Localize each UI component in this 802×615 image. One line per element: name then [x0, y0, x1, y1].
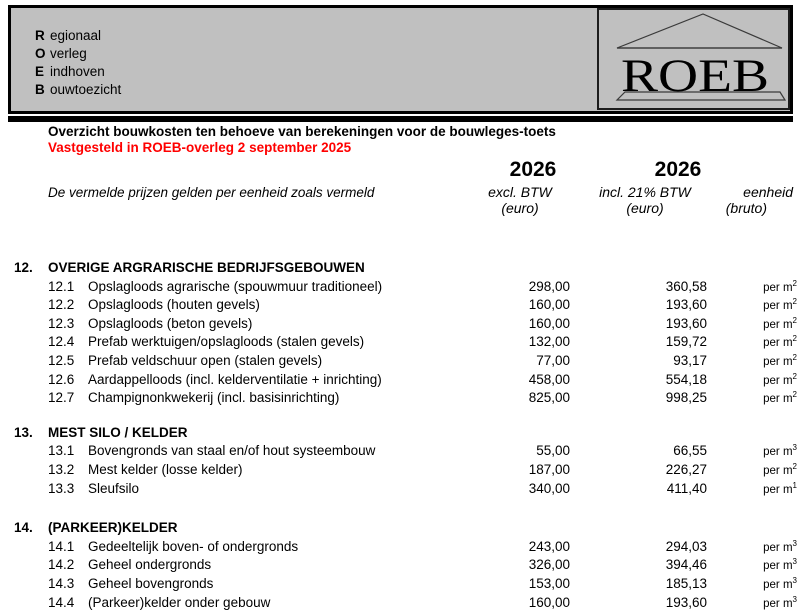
table-section — [0, 519, 802, 612]
price-excl-btw: 160,00 — [528, 315, 570, 331]
item-row — [0, 442, 802, 461]
section-title: MEST SILO / KELDER — [48, 424, 188, 440]
item-number: 14.2 — [48, 557, 75, 573]
unit-exponent: 2 — [792, 462, 797, 472]
item-description: Aardappelloods (incl. kelderventilatie + inrichting) — [88, 371, 382, 387]
item-row — [0, 352, 802, 371]
price-incl-btw: 193,60 — [665, 594, 707, 610]
unit-exponent: 2 — [792, 297, 797, 307]
item-description: Champignonkwekerij (incl. basisinrichting) — [88, 390, 340, 406]
unit-exponent: 3 — [792, 576, 797, 586]
item-description: Geheel bovengronds — [88, 575, 214, 591]
item-row — [0, 556, 802, 575]
item-number: 12.3 — [48, 315, 75, 331]
unit-cell: per $m^1$ — [763, 480, 797, 496]
price-incl-btw: 411,40 — [666, 480, 707, 496]
unit-cell: per $m^2$ — [763, 353, 797, 368]
col-header-incl-btw: incl. 21% BTW — [599, 184, 691, 200]
section-number: 13. — [14, 424, 33, 440]
price-incl-btw: 159,72 — [665, 334, 707, 350]
unit-cell: per $m^3$ — [763, 594, 797, 610]
item-row — [0, 315, 802, 334]
acronym-rest: indhoven — [50, 64, 105, 79]
item-row — [0, 389, 802, 408]
unit-exponent: 2 — [792, 371, 797, 381]
price-incl-btw: 93,17 — [673, 352, 707, 368]
item-number: 12.1 — [48, 278, 75, 294]
item-description: Prefab veldschuur open (stalen gevels) — [88, 352, 323, 368]
price-incl-btw: 66,55 — [673, 443, 707, 459]
item-number: 12.2 — [48, 297, 75, 313]
price-incl-btw: 193,60 — [665, 315, 707, 331]
unit-cell: per $m^2$ — [763, 371, 797, 387]
unit-cell: per $m^3$ — [763, 538, 797, 554]
item-row — [0, 594, 802, 613]
acronym-rest: egionaal — [50, 28, 102, 43]
logo-text: ROEB — [621, 50, 769, 102]
item-row — [0, 296, 802, 315]
price-incl-btw: 554,18 — [665, 371, 707, 387]
section-title: (PARKEER)KELDER — [48, 520, 178, 536]
item-row — [0, 538, 802, 557]
item-number: 12.5 — [48, 352, 75, 368]
price-table — [0, 259, 802, 612]
col-header-euro-2: (euro) — [626, 200, 664, 216]
section-header-row — [0, 519, 802, 538]
unit-exponent: 2 — [792, 278, 797, 288]
price-excl-btw: 243,00 — [528, 538, 570, 554]
price-note: De vermelde prijzen gelden per eenheid zoals vermeld — [48, 185, 375, 200]
price-excl-btw: 160,00 — [528, 297, 570, 313]
unit-exponent: 2 — [792, 353, 797, 363]
price-excl-btw: 77,00 — [536, 352, 570, 368]
item-number: 14.4 — [48, 594, 75, 610]
item-number: 12.4 — [48, 334, 75, 350]
item-description: Geheel ondergronds — [88, 557, 212, 573]
acronym-block — [35, 27, 121, 99]
price-incl-btw: 394,46 — [665, 557, 707, 573]
item-description: (Parkeer)kelder onder gebouw — [88, 594, 271, 610]
item-row — [0, 461, 802, 480]
price-excl-btw: 187,00 — [528, 461, 570, 477]
roeb-logo — [597, 8, 790, 110]
section-header-row — [0, 259, 802, 278]
price-incl-btw: 226,27 — [665, 461, 707, 477]
item-description: Bovengronds van staal en/of hout systeembouw — [88, 443, 376, 459]
price-excl-btw: 55,00 — [536, 443, 570, 459]
item-number: 14.1 — [48, 538, 75, 554]
unit-exponent: 2 — [792, 315, 797, 325]
col-header-excl-btw: excl. BTW — [488, 184, 552, 200]
item-number: 13.1 — [48, 443, 75, 459]
item-description: Opslagloods (houten gevels) — [88, 297, 260, 313]
item-number: 12.6 — [48, 371, 75, 387]
unit-cell: per $m^2$ — [763, 462, 797, 477]
acronym-letter: B — [35, 82, 45, 97]
unit-exponent: 2 — [792, 390, 797, 400]
header-box — [8, 5, 793, 114]
item-row — [0, 575, 802, 594]
price-incl-btw: 360,58 — [665, 278, 707, 294]
price-excl-btw: 326,00 — [528, 557, 570, 573]
page-subtitle: Vastgesteld in ROEB-overleg 2 september 2025 — [48, 140, 352, 155]
unit-cell: per $m^2$ — [763, 278, 797, 294]
price-excl-btw: 160,00 — [528, 594, 570, 610]
item-row — [0, 480, 802, 499]
item-number: 14.3 — [48, 575, 75, 591]
unit-exponent: 3 — [792, 443, 797, 453]
section-number: 12. — [14, 260, 33, 275]
price-incl-btw: 998,25 — [665, 390, 707, 406]
unit-cell: per $m^3$ — [763, 443, 797, 459]
unit-cell: per $m^2$ — [763, 297, 797, 313]
item-description: Sleufsilo — [88, 480, 140, 496]
unit-exponent: 3 — [792, 594, 797, 604]
acronym-rest: verleg — [50, 46, 87, 61]
unit-cell: per $m^3$ — [763, 557, 797, 573]
col-header-euro-1: (euro) — [501, 200, 539, 216]
price-excl-btw: 825,00 — [528, 390, 570, 406]
item-row — [0, 278, 802, 297]
acronym-line-regionaal — [35, 27, 121, 45]
price-incl-btw: 193,60 — [665, 297, 707, 313]
item-row — [0, 371, 802, 390]
year-header-excl: 2026 — [509, 158, 557, 181]
acronym-rest: ouwtoezicht — [50, 82, 122, 97]
roeb-logo-graphic — [599, 10, 788, 108]
header-divider-rule — [8, 116, 793, 122]
item-row — [0, 333, 802, 352]
table-section — [0, 259, 802, 408]
item-description: Prefab werktuigen/opslagloods (stalen gevels) — [88, 334, 365, 350]
item-number: 12.7 — [48, 390, 75, 406]
price-excl-btw: 340,00 — [528, 480, 570, 496]
price-excl-btw: 298,00 — [528, 278, 570, 294]
unit-exponent: 3 — [792, 538, 797, 548]
item-number: 13.3 — [48, 480, 75, 496]
unit-cell: per $m^2$ — [763, 315, 797, 331]
item-description: Opslagloods (beton gevels) — [88, 315, 253, 331]
pediment-triangle-icon — [617, 14, 782, 48]
item-number: 13.2 — [48, 461, 75, 477]
section-number: 14. — [14, 520, 33, 536]
price-incl-btw: 294,03 — [665, 538, 707, 554]
unit-exponent: 1 — [792, 480, 797, 490]
unit-exponent: 2 — [792, 334, 797, 344]
acronym-line-overleg — [35, 45, 121, 63]
year-header-incl: 2026 — [654, 158, 702, 181]
col-header-eenheid: eenheid — [743, 184, 793, 200]
unit-cell: per $m^2$ — [763, 334, 797, 350]
acronym-line-bouwtoezicht — [35, 81, 121, 99]
table-section — [0, 424, 802, 498]
unit-cell: per $m^2$ — [763, 390, 797, 406]
unit-cell: per $m^3$ — [763, 576, 797, 591]
page-title: Overzicht bouwkosten ten behoeve van berekeningen voor de bouwleges-toets — [48, 124, 556, 139]
price-excl-btw: 458,00 — [528, 371, 570, 387]
section-header-row — [0, 424, 802, 443]
item-description: Opslagloods agrarische (spouwmuur traditioneel) — [88, 278, 383, 294]
acronym-letter: O — [35, 46, 46, 61]
item-description: Gedeeltelijk boven- of ondergronds — [88, 538, 299, 554]
price-incl-btw: 185,13 — [665, 575, 707, 591]
price-excl-btw: 132,00 — [528, 334, 570, 350]
unit-exponent: 3 — [792, 557, 797, 567]
item-description: Mest kelder (losse kelder) — [88, 461, 243, 477]
acronym-letter: E — [35, 64, 45, 79]
acronym-line-eindhoven — [35, 63, 121, 81]
col-header-bruto: (bruto) — [725, 200, 767, 216]
price-excl-btw: 153,00 — [528, 575, 570, 591]
section-title: OVERIGE ARGRARISCHE BEDRIJFSGEBOUWEN — [48, 260, 365, 275]
acronym-letter: R — [35, 28, 45, 43]
